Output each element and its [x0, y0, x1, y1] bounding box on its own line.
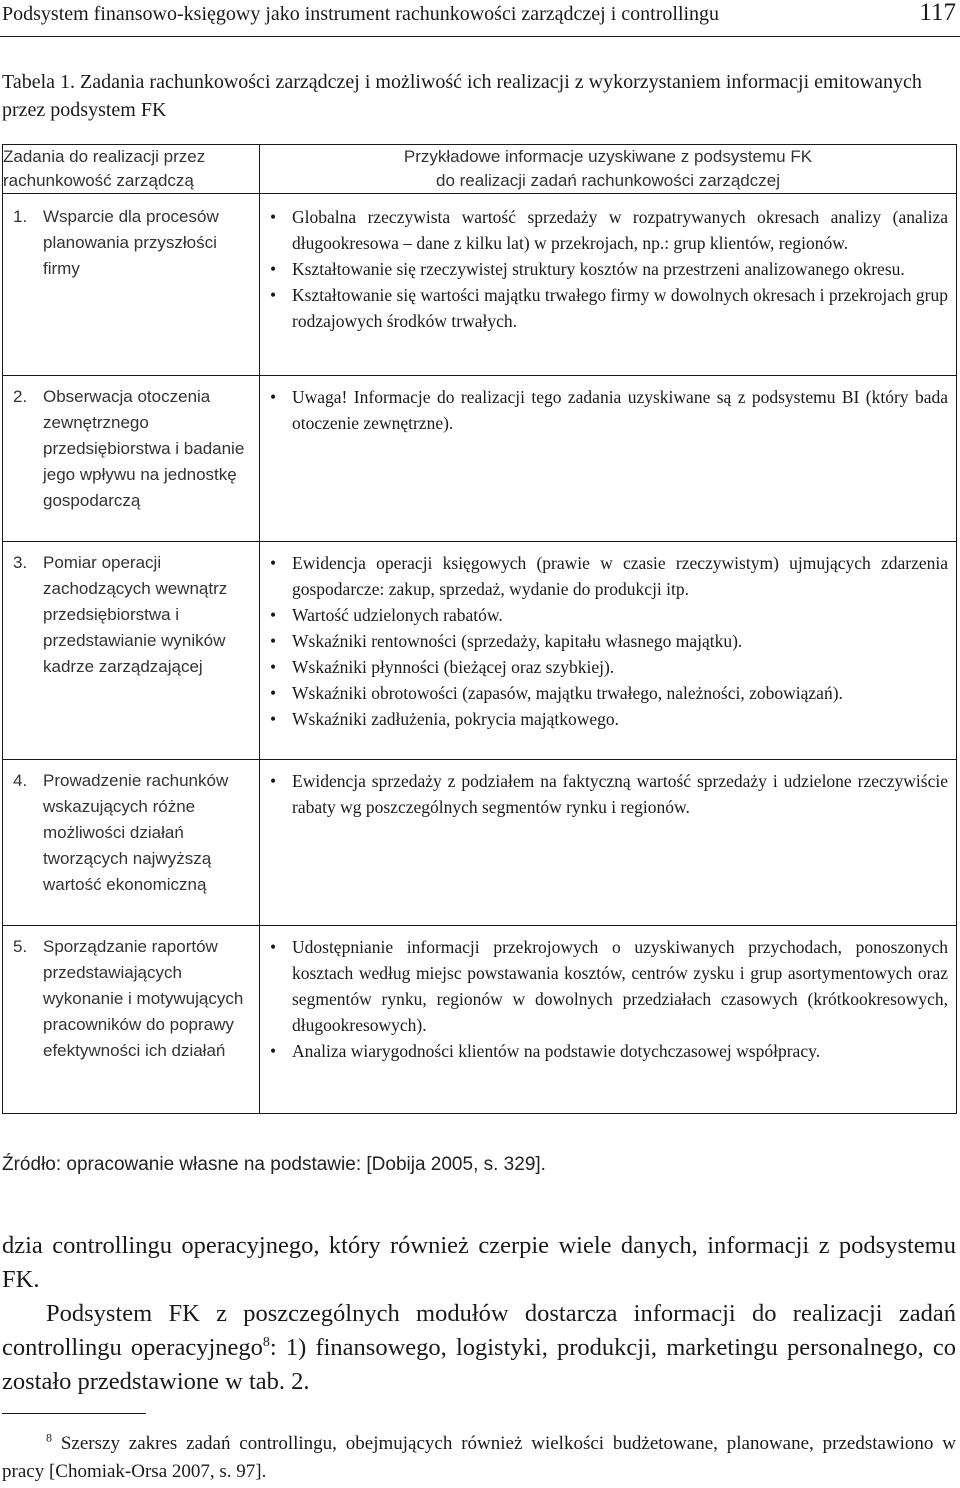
info-list — [260, 204, 956, 334]
task-number: 3. — [13, 553, 28, 572]
info-cell — [260, 760, 957, 926]
task-cell — [3, 376, 260, 542]
task-item — [3, 768, 259, 898]
info-list — [260, 934, 956, 1064]
info-cell — [260, 194, 957, 376]
info-list-item: • Wskaźniki płynności (bieżącej oraz szybkiej). — [260, 654, 948, 680]
footnote-separator — [2, 1413, 146, 1414]
task-cell — [3, 760, 260, 926]
body-text — [2, 1229, 956, 1399]
table-row — [3, 926, 957, 1114]
table-row — [3, 194, 957, 376]
body-paragraph-2 — [2, 1297, 956, 1399]
page-number: 117 — [919, 0, 956, 26]
info-list — [260, 768, 956, 820]
task-item — [3, 550, 259, 680]
column-header-info-line2: do realizacji zadań rachunkowości zarządczej — [436, 171, 780, 190]
task-cell — [3, 194, 260, 376]
info-list-item: • Wskaźniki obrotowości (zapasów, majątku trwałego, należności, zobowiązań). — [260, 680, 948, 706]
table-row — [3, 376, 957, 542]
column-header-info-line1: Przykładowe informacje uzyskiwane z podsystemu FK — [403, 147, 813, 166]
info-list — [260, 384, 956, 436]
task-text: Pomiar operacji zachodzących wewnątrz przedsiębiorstwa i przedstawianie wyników kadrze zarządzającej — [43, 553, 228, 676]
running-header — [0, 0, 960, 37]
task-text: Wsparcie dla procesów planowania przyszłości firmy — [43, 207, 219, 278]
info-list-item: • Analiza wiarygodności klientów na podstawie dotychczasowej współpracy. — [260, 1038, 948, 1064]
info-list-item: • Udostępnianie informacji przekrojowych o uzyskiwanych przychodach, ponoszonych kosztach według miejsc powstawania kosztów, centrów zysku i grup asortymentowych oraz segmentów rynku, regionów w dowolnych przedziałach czasowych (krótkookresowych, długookresowych). — [260, 934, 948, 1038]
task-text: Prowadzenie rachunków wskazujących różne możliwości działań tworzących najwyższą wartość ekonomiczną — [43, 771, 229, 894]
info-cell — [260, 926, 957, 1114]
info-cell — [260, 376, 957, 542]
task-item — [3, 934, 259, 1064]
table-caption-text: Zadania rachunkowości zarządczej i możliwość ich realizacji z wykorzystaniem informacji emitowanych przez podsystem FK — [2, 71, 922, 121]
info-cell — [260, 542, 957, 760]
info-list-item: • Kształtowanie się rzeczywistej struktury kosztów na przestrzeni analizowanego okresu. — [260, 256, 948, 282]
table-row — [3, 542, 957, 760]
info-list-item: • Uwaga! Informacje do realizacji tego zadania uzyskiwane są z podsystemu BI (który bada otoczenie zewnętrzne). — [260, 384, 948, 436]
table-source: Źródło: opracowanie własne na podstawie: [Dobija 2005, s. 329]. — [2, 1154, 546, 1175]
table-header-row — [3, 145, 957, 194]
footnote-text: Szerszy zakres zadań controllingu, obejmujących również wielkości budżetowane, planowane, przedstawiono w pracy [Chomiak-Orsa 2007, s. 97]. — [2, 1433, 957, 1482]
task-cell — [3, 542, 260, 760]
info-list-item: • Ewidencja sprzedaży z podziałem na faktyczną wartość sprzedaży i udzielone rzeczywiście rabaty wg poszczególnych segmentów rynku i regionów. — [260, 768, 948, 820]
table-caption — [2, 68, 956, 124]
footnote-marker: 8 — [46, 1430, 52, 1445]
info-list-item: • Wartość udzielonych rabatów. — [260, 602, 948, 628]
task-number: 2. — [13, 387, 28, 406]
footnote-reference[interactable]: 8 — [262, 1334, 270, 1350]
body-paragraph-2-text: Podsystem FK z poszczególnych modułów dostarcza informacji do realizacji zadań controllingu operacyjnego — [2, 1300, 956, 1361]
task-cell — [3, 926, 260, 1114]
info-list — [260, 550, 956, 732]
task-text: Sporządzanie raportów przedstawiających wykonanie i motywujących pracowników do poprawy efektywności ich działań — [43, 937, 244, 1060]
table-body — [3, 194, 957, 1114]
running-title: Podsystem finansowo-księgowy jako instrument rachunkowości zarządczej i controllingu — [2, 3, 720, 25]
info-list-item: • Kształtowanie się wartości majątku trwałego firmy w dowolnych okresach i przekrojach grup rodzajowych środków trwałych. — [260, 282, 948, 334]
footnote — [2, 1430, 956, 1486]
table-row — [3, 760, 957, 926]
task-item — [3, 384, 259, 514]
body-paragraph-2-rest: : 1) finansowego, logistyki, produkcji, marketingu personalnego, co zostało przedstawione w tab. 2. — [2, 1334, 956, 1395]
tasks-table — [2, 144, 957, 1114]
info-list-item: • Globalna rzeczywista wartość sprzedaży w rozpatrywanych okresach analizy (analiza długookresowa – dane z kilku lat) w przekrojach, np.: grup klientów, regionów. — [260, 204, 948, 256]
task-number: 4. — [13, 771, 28, 790]
task-number: 5. — [13, 937, 28, 956]
task-item — [3, 204, 259, 282]
info-list-item: • Ewidencja operacji księgowych (prawie w czasie rzeczywistym) ujmujących zdarzenia gospodarcze: zakup, sprzedaż, wydanie do produkcji itp. — [260, 550, 948, 602]
column-header-info — [260, 145, 957, 194]
task-text: Obserwacja otoczenia zewnętrznego przedsiębiorstwa i badanie jego wpływu na jednostkę gospodarczą — [43, 387, 245, 510]
column-header-tasks: Zadania do realizacji przez rachunkowość zarządczą — [3, 145, 260, 194]
body-paragraph-1: dzia controllingu operacyjnego, który również czerpie wiele danych, informacji z podsystemu FK. — [2, 1232, 956, 1293]
info-list-item: • Wskaźniki rentowności (sprzedaży, kapitału własnego majątku). — [260, 628, 948, 654]
table-caption-label: Tabela 1. — [2, 71, 76, 93]
info-list-item: • Wskaźniki zadłużenia, pokrycia majątkowego. — [260, 706, 948, 732]
task-number: 1. — [13, 207, 28, 226]
